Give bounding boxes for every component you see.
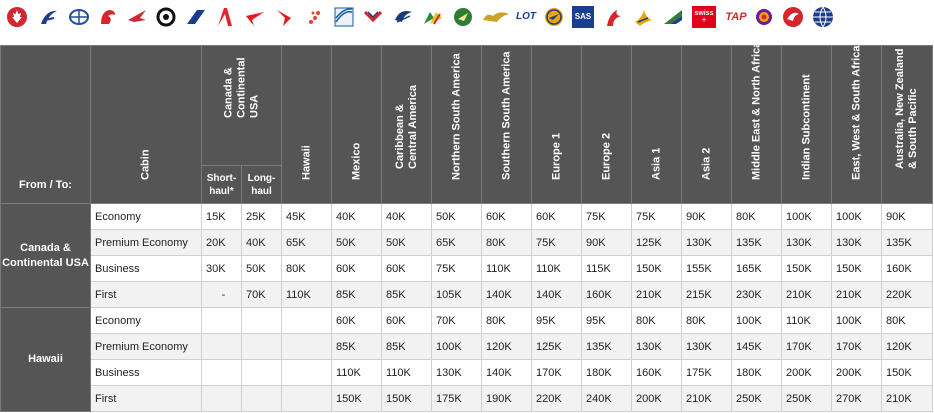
miles-cell: 135K [582, 334, 632, 360]
miles-cell: 75K [582, 204, 632, 230]
miles-cell: 95K [532, 308, 582, 334]
dest-header-caribbean: Caribbean & Central America [382, 46, 432, 204]
sas-wordmark: SAS [572, 6, 594, 28]
miles-cell: 80K [482, 308, 532, 334]
miles-cell: 180K [582, 360, 632, 386]
miles-cell: 145K [732, 334, 782, 360]
miles-cell: 210K [882, 386, 933, 412]
short-haul-header: Short-haul* [202, 166, 242, 204]
asiana-icon [214, 6, 236, 28]
award-table-body [1, 204, 933, 412]
miles-cell: 110K [532, 256, 582, 282]
miles-cell: 180K [732, 360, 782, 386]
miles-cell [242, 334, 282, 360]
cabin-cell: First [91, 282, 202, 308]
dest-header-australia: Australia, New Zealand & South Pacific [882, 46, 933, 204]
miles-cell: 220K [532, 386, 582, 412]
miles-cell: 130K [432, 360, 482, 386]
miles-cell: 105K [432, 282, 482, 308]
miles-cell: 130K [832, 230, 882, 256]
miles-cell: 110K [482, 256, 532, 282]
miles-cell: 50K [432, 204, 482, 230]
table-row [1, 282, 933, 308]
miles-cell: 95K [582, 308, 632, 334]
miles-cell: 160K [582, 282, 632, 308]
miles-cell: 65K [432, 230, 482, 256]
cabin-cell: Premium Economy [91, 230, 202, 256]
long-haul-header: Long-haul [242, 166, 282, 204]
miles-cell: 200K [632, 386, 682, 412]
miles-cell: 165K [732, 256, 782, 282]
cabin-cell: Premium Economy [91, 334, 202, 360]
singapore-bird-icon [632, 6, 654, 28]
miles-cell: 70K [242, 282, 282, 308]
miles-cell: 170K [832, 334, 882, 360]
miles-cell: 200K [782, 360, 832, 386]
dest-header-europe-1: Europe 1 [532, 46, 582, 204]
dest-header-middle-east: Middle East & North Africa [732, 46, 782, 204]
miles-cell: 75K [532, 230, 582, 256]
miles-cell: 120K [482, 334, 532, 360]
miles-cell: 125K [532, 334, 582, 360]
origin-region-cell: Hawaii [1, 308, 91, 412]
miles-cell [202, 334, 242, 360]
eva-icon [452, 6, 474, 28]
miles-cell: 140K [482, 282, 532, 308]
miles-cell: 80K [632, 308, 682, 334]
miles-cell [202, 308, 242, 334]
miles-cell: 230K [732, 282, 782, 308]
table-row [1, 334, 933, 360]
crane-circle-icon [543, 6, 565, 28]
miles-cell: 215K [682, 282, 732, 308]
miles-cell: 60K [332, 256, 382, 282]
phoenix-icon [97, 6, 119, 28]
miles-cell: 100K [782, 204, 832, 230]
miles-cell: 135K [732, 230, 782, 256]
miles-cell: 150K [882, 360, 933, 386]
miles-cell: 170K [782, 334, 832, 360]
miles-cell [282, 386, 332, 412]
table-row [1, 308, 933, 334]
miles-cell: 250K [732, 386, 782, 412]
miles-cell: 80K [682, 308, 732, 334]
dest-header-africa: East, West & South Africa [832, 46, 882, 204]
miles-cell: 85K [332, 282, 382, 308]
koru-icon [155, 6, 177, 28]
miles-cell: 115K [582, 256, 632, 282]
award-chart [0, 41, 934, 412]
miles-cell: 50K [332, 230, 382, 256]
miles-cell [242, 386, 282, 412]
miles-cell: 120K [882, 334, 933, 360]
miles-cell: 140K [532, 282, 582, 308]
miles-cell: 40K [332, 204, 382, 230]
miles-cell: 40K [382, 204, 432, 230]
copa-icon [333, 6, 355, 28]
table-row [1, 230, 933, 256]
miles-cell: 75K [632, 204, 682, 230]
miles-cell: 175K [432, 386, 482, 412]
table-row [1, 386, 933, 412]
miles-cell: 15K [202, 204, 242, 230]
cabin-header: Cabin [91, 46, 202, 204]
miles-cell: 60K [482, 204, 532, 230]
miles-cell: 85K [382, 334, 432, 360]
miles-cell: 240K [582, 386, 632, 412]
dest-header-europe-2: Europe 2 [582, 46, 632, 204]
origin-region-cell: Canada & Continental USA [1, 204, 91, 308]
miles-cell: 100K [732, 308, 782, 334]
dest-header-hawaii: Hawaii [282, 46, 332, 204]
miles-cell: 40K [242, 230, 282, 256]
cabin-cell: Business [91, 256, 202, 282]
miles-cell: 60K [382, 308, 432, 334]
miles-cell: 45K [282, 204, 332, 230]
miles-cell: 220K [882, 282, 933, 308]
miles-cell: 80K [732, 204, 782, 230]
miles-cell: 270K [832, 386, 882, 412]
miles-cell: 110K [282, 282, 332, 308]
ethiopian-icon [422, 6, 444, 28]
tap-wordmark: TAP [725, 10, 747, 23]
miles-cell: 90K [682, 204, 732, 230]
miles-cell [202, 386, 242, 412]
miles-cell: 60K [382, 256, 432, 282]
south-african-flag-icon [662, 6, 684, 28]
miles-cell: 100K [432, 334, 482, 360]
lot-crane-icon [481, 6, 511, 28]
miles-cell: 70K [432, 308, 482, 334]
miles-cell: 75K [432, 256, 482, 282]
miles-cell: 130K [682, 230, 732, 256]
dest-header-mexico: Mexico [332, 46, 382, 204]
miles-cell: 175K [682, 360, 732, 386]
table-row [1, 204, 933, 230]
swiss-wordmark: swiss + [692, 6, 716, 28]
miles-cell: 200K [832, 360, 882, 386]
miles-cell: 150K [632, 256, 682, 282]
miles-cell: 135K [882, 230, 933, 256]
dest-header-indian-subcontinent: Indian Subcontinent [782, 46, 832, 204]
from-to-header: From / To: [1, 46, 91, 204]
miles-cell: 60K [332, 308, 382, 334]
miles-cell: 150K [832, 256, 882, 282]
brussels-dots-icon [303, 6, 325, 28]
dest-header-northern-south-america: Northern South America [432, 46, 482, 204]
miles-cell: 110K [332, 360, 382, 386]
cabin-cell: Economy [91, 204, 202, 230]
miles-cell [282, 308, 332, 334]
table-row [1, 360, 933, 386]
croatia-checker-icon [362, 6, 384, 28]
miles-cell: 190K [482, 386, 532, 412]
miles-cell: 250K [782, 386, 832, 412]
miles-cell: 100K [832, 308, 882, 334]
avianca-icon [273, 6, 295, 28]
miles-cell: 50K [382, 230, 432, 256]
miles-cell: 210K [632, 282, 682, 308]
aegean-icon [38, 6, 60, 28]
miles-cell: 25K [242, 204, 282, 230]
miles-cell: 210K [782, 282, 832, 308]
miles-cell [282, 334, 332, 360]
miles-cell: 30K [202, 256, 242, 282]
miles-cell: 80K [482, 230, 532, 256]
miles-cell [242, 360, 282, 386]
miles-cell: 140K [482, 360, 532, 386]
miles-cell [282, 360, 332, 386]
miles-cell: 155K [682, 256, 732, 282]
miles-cell: 90K [882, 204, 933, 230]
miles-cell: 170K [532, 360, 582, 386]
miles-cell: 90K [582, 230, 632, 256]
miles-cell: 130K [632, 334, 682, 360]
miles-cell: 110K [382, 360, 432, 386]
miles-cell: 160K [882, 256, 933, 282]
cabin-cell: First [91, 386, 202, 412]
shenzhen-bird-icon [603, 6, 625, 28]
ana-stripe-icon [185, 6, 207, 28]
dest-header-southern-south-america: Southern South America [482, 46, 532, 204]
dest-header-asia-2: Asia 2 [682, 46, 732, 204]
lot-wordmark: LOT [516, 11, 536, 22]
globe-icon [68, 6, 90, 28]
miles-cell: 125K [632, 230, 682, 256]
cabin-cell: Economy [91, 308, 202, 334]
award-table [0, 41, 933, 412]
miles-cell: 20K [202, 230, 242, 256]
miles-cell: 80K [282, 256, 332, 282]
miles-cell: 160K [632, 360, 682, 386]
canada-usa-header: Canada & Continental USA [202, 46, 282, 166]
thai-orchid-icon [753, 6, 775, 28]
cabin-cell: Business [91, 360, 202, 386]
dest-header-asia-1: Asia 1 [632, 46, 682, 204]
egyptair-horus-icon [392, 6, 414, 28]
miles-cell: - [202, 282, 242, 308]
miles-cell: 100K [832, 204, 882, 230]
turkish-bird-icon [782, 6, 804, 28]
miles-cell: 85K [382, 282, 432, 308]
miles-cell: 80K [882, 308, 933, 334]
united-globe-icon [812, 6, 834, 28]
miles-cell [202, 360, 242, 386]
miles-cell: 210K [832, 282, 882, 308]
miles-cell [242, 308, 282, 334]
miles-cell: 110K [782, 308, 832, 334]
flying-swan-icon [126, 6, 148, 28]
miles-cell: 60K [532, 204, 582, 230]
miles-cell: 210K [682, 386, 732, 412]
table-row [1, 256, 933, 282]
miles-cell: 150K [782, 256, 832, 282]
maple-leaf-icon [6, 6, 28, 28]
airline-logo-strip [0, 0, 934, 40]
miles-cell: 130K [682, 334, 732, 360]
austrian-arrow-icon [244, 6, 266, 28]
miles-cell: 65K [282, 230, 332, 256]
miles-cell: 150K [382, 386, 432, 412]
miles-cell: 150K [332, 386, 382, 412]
miles-cell: 50K [242, 256, 282, 282]
miles-cell: 85K [332, 334, 382, 360]
miles-cell: 130K [782, 230, 832, 256]
